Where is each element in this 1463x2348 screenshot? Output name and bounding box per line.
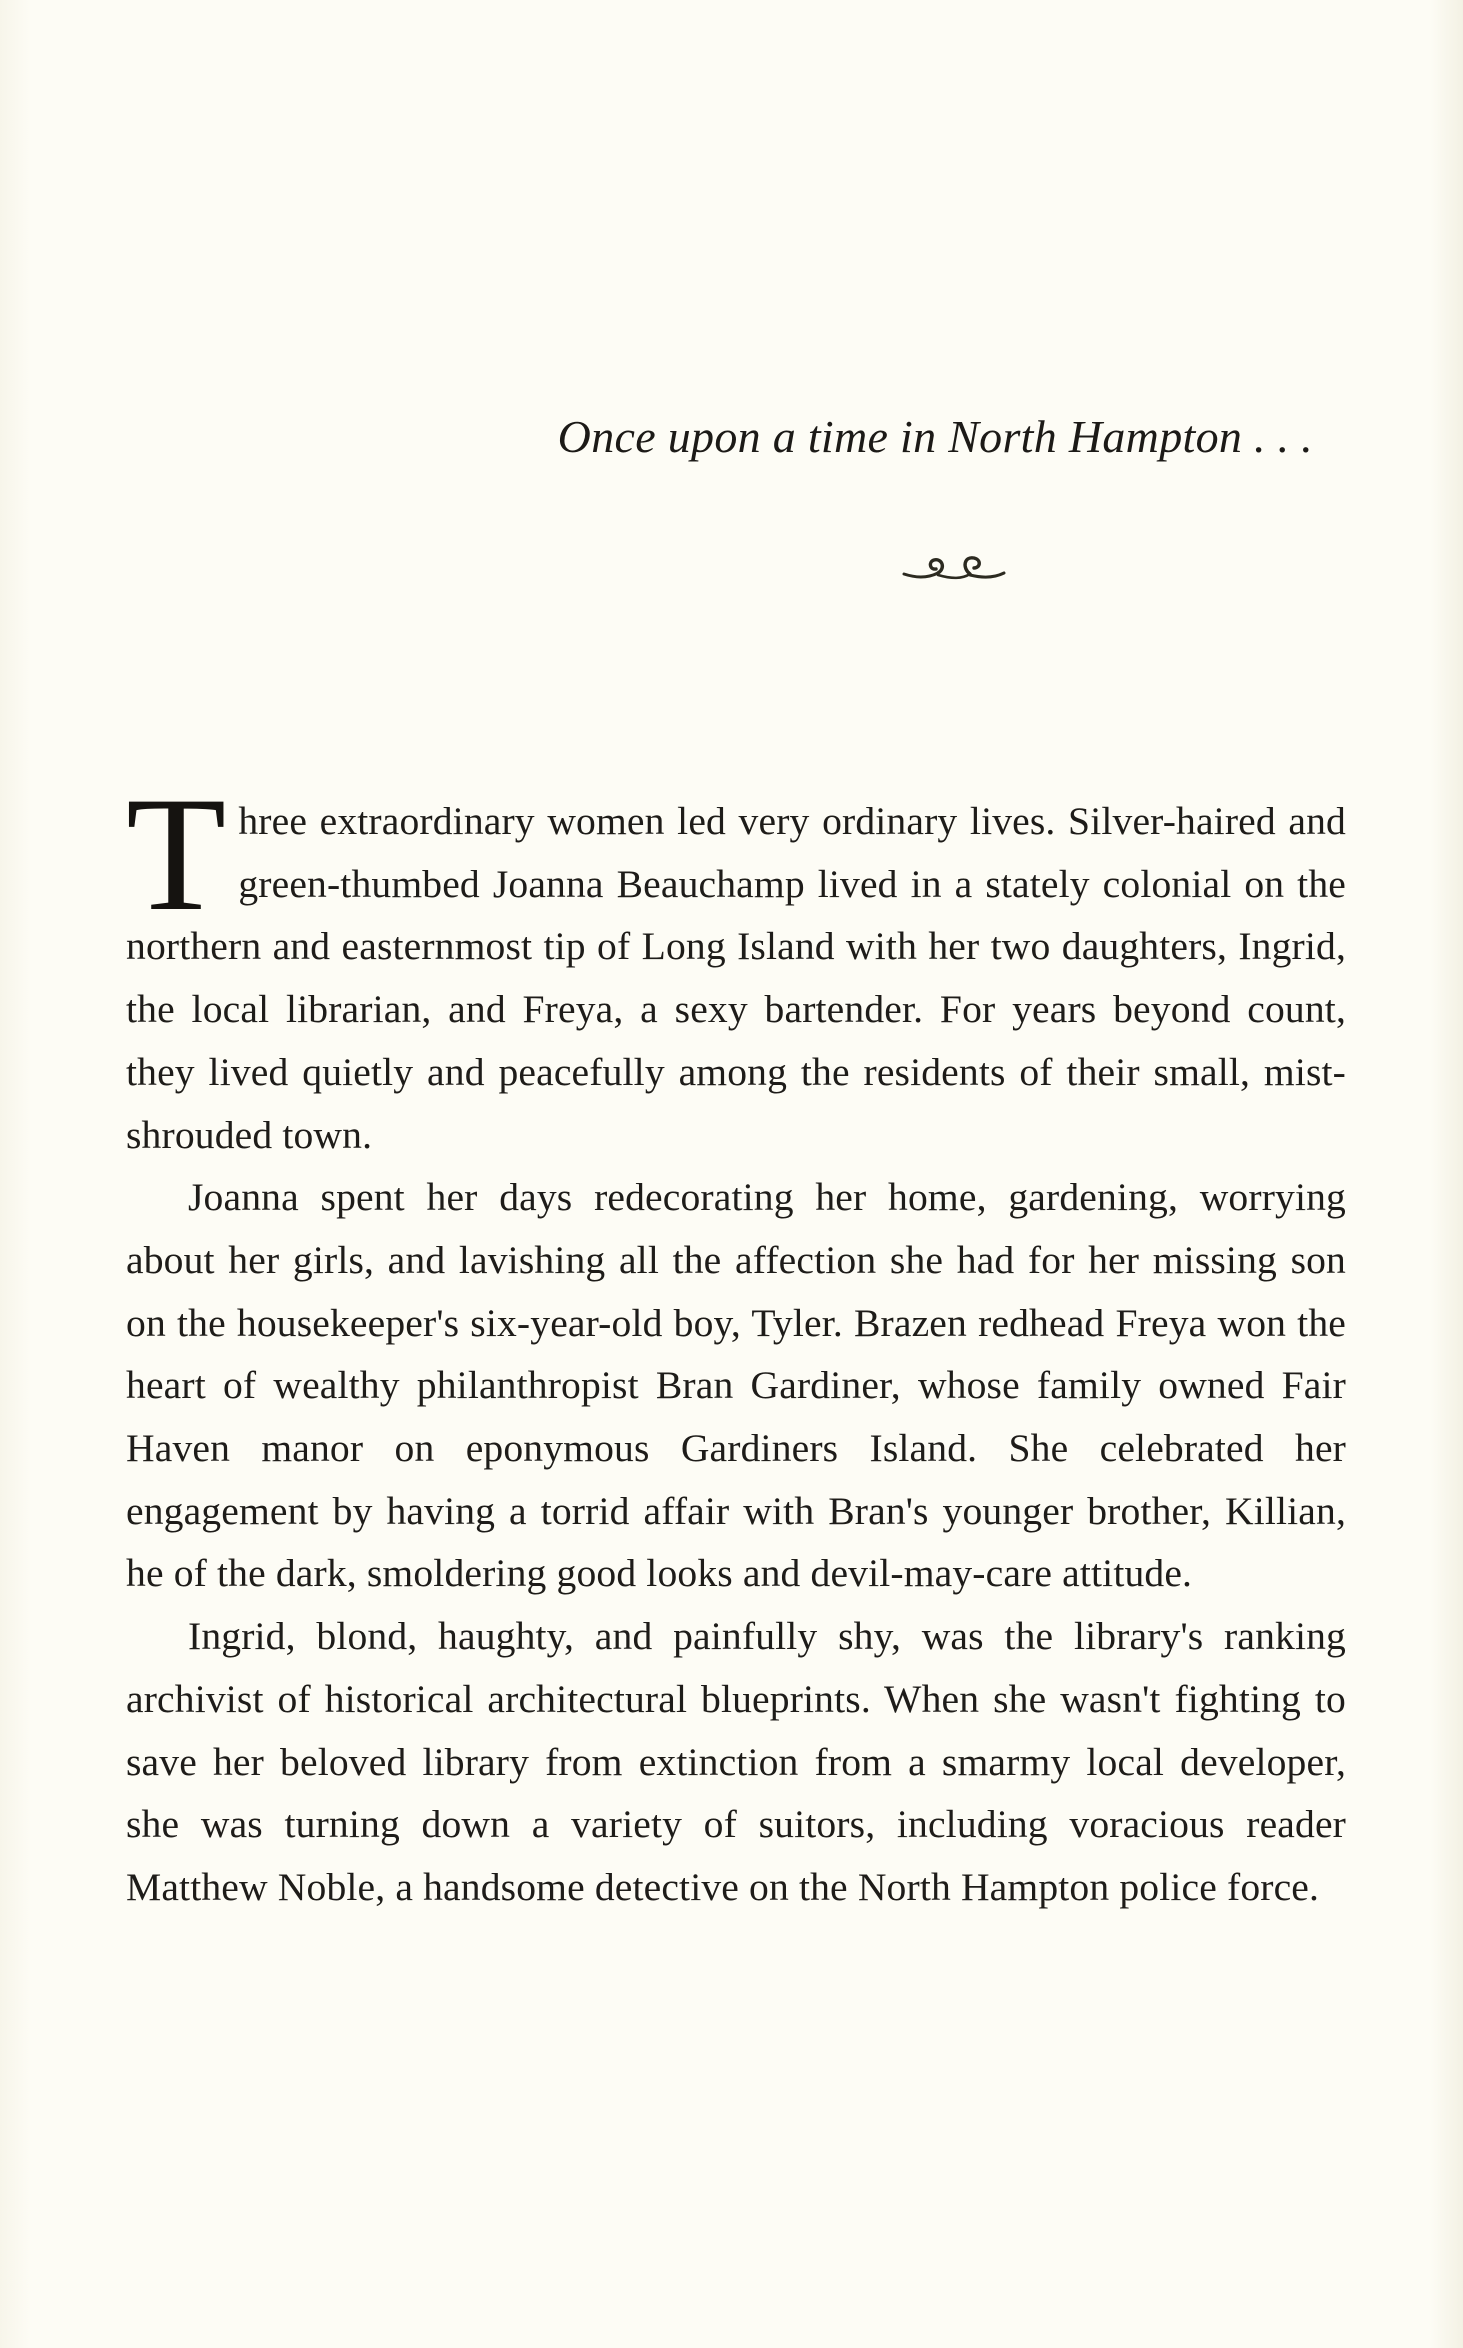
paragraph-1-text: hree extraordinary women led very ordinary lives. Silver-haired and green-thumbed Joanna Beauchamp lived in a stately colonial on the northern and easternmost tip of Long Island with her two daughters, Ingrid, the local librarian, and Freya, a sexy bartender. For years beyond count, they lived quietly and peacefully among the residents of their small, mist-shrouded town.	[126, 799, 1346, 1157]
drop-cap: T	[126, 764, 227, 945]
paragraph-2: Joanna spent her days redecorating her home, gardening, worrying about her girls, and lavishing all the affection she had for her missing son on the housekeeper's six-year-old boy, Tyler. Brazen redhead Freya won the heart of wealthy philanthropist Bran Gardiner, whose family owned Fair Haven manor on eponymous Gardiners Island. She celebrated her engagement by having a torrid affair with Bran's younger brother, Killian, he of the dark, smoldering good looks and devil-may-care attitude.	[126, 1175, 1346, 1596]
epigraph: Once upon a time in North Hampton . . .	[557, 411, 1313, 462]
body-text	[126, 764, 1346, 1919]
scroll-ornament-icon	[902, 548, 1006, 586]
paragraph-3: Ingrid, blond, haughty, and painfully shy, was the library's ranking archivist of historical architectural blueprints. When she wasn't fighting to save her beloved library from extinction from a smarmy local developer, she was turning down a variety of suitors, including voracious reader Matthew Noble, a handsome detective on the North Hampton police force.	[126, 1614, 1346, 1909]
paragraph-1	[126, 764, 1346, 1166]
